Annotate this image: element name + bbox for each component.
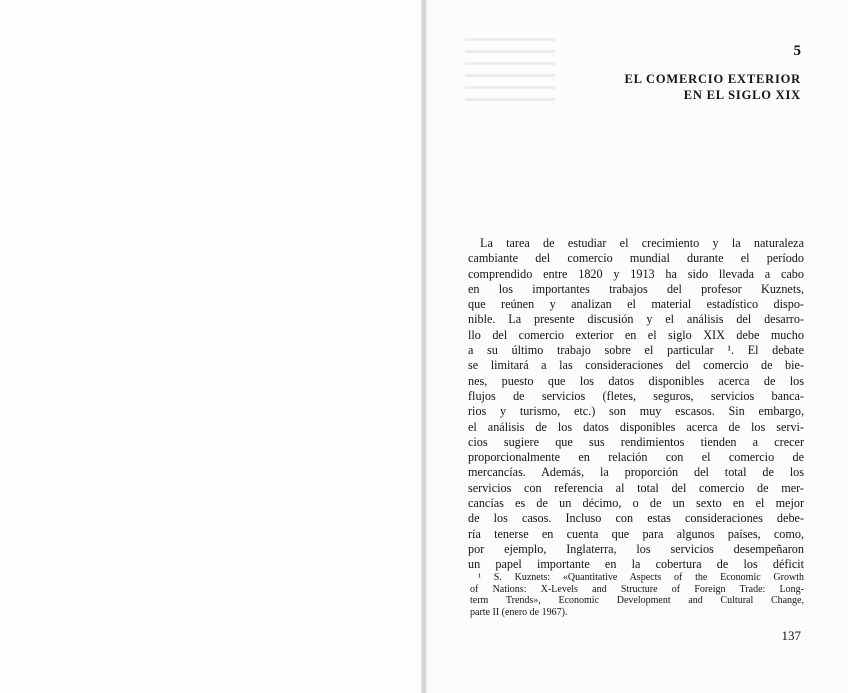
body-line: cambiante del comercio mundial durante el período	[468, 251, 804, 266]
body-line: cancías es de un décimo, o de un sexto en el mejor	[468, 496, 804, 511]
body-line: nes, puesto que los datos disponibles acerca de los	[468, 373, 804, 388]
body-line: el análisis de los datos disponibles acerca de los servi-	[468, 419, 804, 434]
body-line: de los casos. Incluso con estas consideraciones debe-	[468, 511, 804, 526]
body-line: La tarea de estudiar el crecimiento y la naturaleza	[480, 236, 804, 250]
body-line: cios sugiere que sus rendimientos tienden a crecer	[468, 434, 804, 449]
body-line: flujos de servicios (fletes, seguros, servicios banca-	[468, 388, 804, 403]
chapter-title	[625, 72, 801, 103]
show-through-text	[465, 38, 555, 102]
body-line: un papel importante en la cobertura de los déficit	[468, 557, 804, 572]
body-line: proporcionalmente en relación con el comercio de	[468, 450, 804, 465]
body-line: nible. La presente discusión y el análisis del desarro-	[468, 312, 804, 327]
body-line: ría tenerse en cuenta que para algunos países, como,	[468, 526, 804, 541]
chapter-title-line: EN EL SIGLO XIX	[683, 87, 801, 102]
footnote	[470, 572, 804, 618]
page-number: 137	[781, 628, 801, 643]
body-line: que reúnen y analizan el material estadístico dispo-	[468, 297, 804, 312]
body-line: llo del comercio exterior en el siglo XIX debe mucho	[468, 327, 804, 342]
footnote-line: parte II (enero de 1967).	[470, 606, 568, 618]
chapter-number: 5	[793, 43, 801, 59]
body-line: mercancías. Además, la proporción del total de los	[468, 465, 804, 480]
left-page-blank	[0, 0, 421, 693]
body-line: comprendido entre 1820 y 1913 ha sido llevada a cabo	[468, 266, 804, 281]
body-line: servicios con referencia al total del comercio de mer-	[468, 480, 804, 495]
body-line: rios y turismo, etc.) son muy escasos. Sin embargo,	[468, 404, 804, 419]
footnote-line: ¹ S. Kuznets: «Quantitative Aspects of the Economic Growth	[478, 572, 804, 583]
body-line: en los importantes trabajos del profesor Kuznets,	[468, 281, 804, 296]
footnote-line: of Nations: X-Levels and Structure of Foreign Trade: Long-	[470, 583, 804, 595]
chapter-title-line: EL COMERCIO EXTERIOR	[624, 72, 801, 86]
body-line: por ejemplo, Inglaterra, los servicios desempeñaron	[468, 541, 804, 556]
body-paragraph	[468, 236, 804, 573]
body-line: se limitará a las consideraciones del comercio de bie-	[468, 358, 804, 373]
footnote-line: term Trends», Economic Development and Cultural Change,	[470, 595, 804, 607]
body-line: a su último trabajo sobre el particular ¹. El debate	[468, 343, 804, 358]
